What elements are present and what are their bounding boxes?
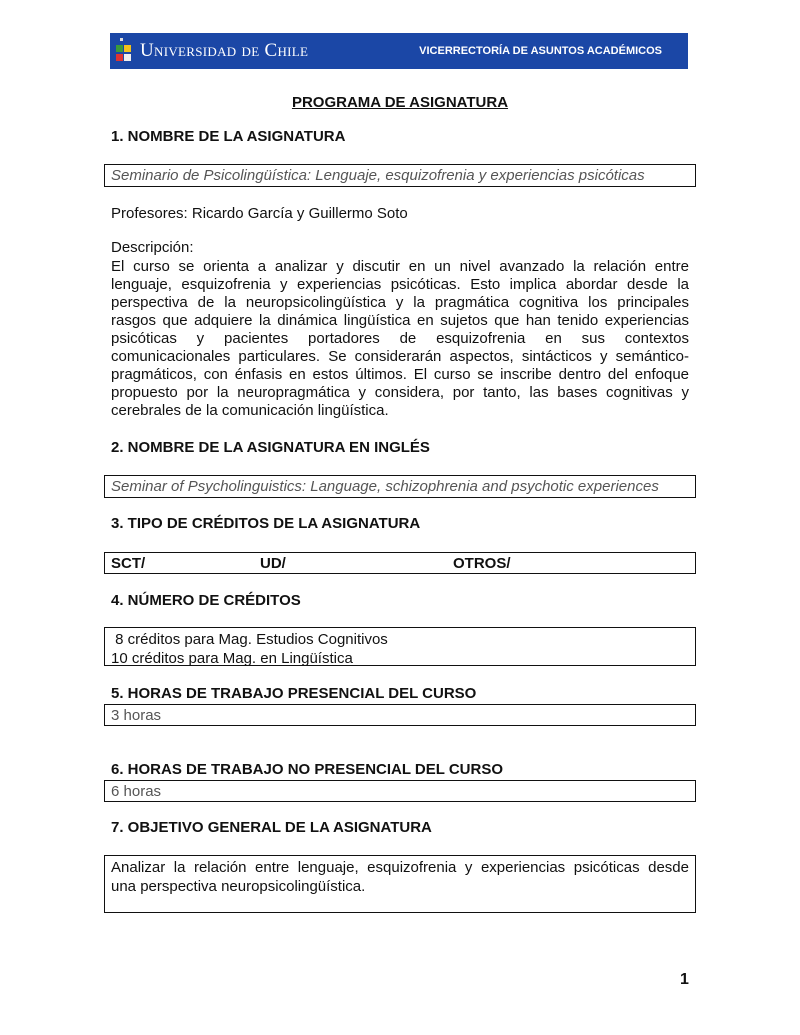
university-logo-icon [116, 38, 132, 64]
header-banner [110, 33, 688, 69]
section-5-heading: 5. HORAS DE TRABAJO PRESENCIAL DEL CURSO [111, 685, 477, 702]
credit-type-box [104, 552, 696, 574]
credits-box [104, 627, 696, 666]
professors: Profesores: Ricardo García y Guillermo Soto [111, 205, 408, 222]
course-name-box: Seminario de Psicolingüística: Lenguaje, esquizofrenia y experiencias psicóticas [104, 164, 696, 187]
section-1-heading: 1. NOMBRE DE LA ASIGNATURA [111, 128, 346, 145]
credit-type-sct: SCT/ [111, 555, 146, 572]
section-3-heading: 3. TIPO DE CRÉDITOS DE LA ASIGNATURA [111, 515, 421, 532]
credits-line: 8 créditos para Mag. Estudios Cognitivos [111, 631, 388, 648]
description-text [111, 258, 689, 420]
objective-line: una perspectiva neuropsicolingüística. [111, 878, 366, 895]
description-line: psicóticas y pacientes portadores de esquizofrenia en sus contextos [111, 330, 689, 347]
description-line: perspectiva de la neuropsicolingüística y la pragmática cognitiva los principales [111, 294, 689, 311]
non-presential-hours-box: 6 horas [104, 780, 696, 802]
description-label: Descripción: [111, 239, 194, 256]
section-6-heading: 6. HORAS DE TRABAJO NO PRESENCIAL DEL CURSO [111, 761, 503, 778]
description-line: cerebrales de la comunicación lingüística. [111, 402, 389, 419]
page-number: 1 [680, 971, 689, 988]
objective-box [104, 855, 696, 913]
presential-hours-box: 3 horas [104, 704, 696, 726]
objective-line: Analizar la relación entre lenguaje, esquizofrenia y experiencias psicóticas desde [111, 859, 689, 876]
description-line: rasgos que adquiere la dinámica lingüística en sujetos que han tenido experiencias [111, 312, 689, 329]
credits-line: 10 créditos para Mag. en Lingüística [111, 650, 353, 667]
page-title: PROGRAMA DE ASIGNATURA [291, 94, 509, 111]
description-line: lenguaje, esquizofrenia y experiencias psicóticas. Esto implica abordar desde la [111, 276, 689, 293]
description-line: pragmáticos, con énfasis en estos últimos. El curso se inscribe dentro del enfoque [111, 366, 689, 383]
english-name-box: Seminar of Psycholinguistics: Language, schizophrenia and psychotic experiences [104, 475, 696, 498]
description-line: El curso se orienta a analizar y discutir en un nivel avanzado la relación entre [111, 258, 689, 275]
description-line: comunicacionales particulares. Se considerarán aspectos, sintácticos y semántico- [111, 348, 689, 365]
university-name: Universidad de Chile [140, 40, 309, 61]
credit-type-ud: UD/ [260, 555, 286, 572]
section-2-heading: 2. NOMBRE DE LA ASIGNATURA EN INGLÉS [111, 439, 430, 456]
section-7-heading: 7. OBJETIVO GENERAL DE LA ASIGNATURA [111, 819, 432, 836]
description-line: propuesto por la neuropragmática y considera, por tanto, las bases cognitivas y [111, 384, 689, 401]
credit-type-otros: OTROS/ [453, 555, 511, 572]
section-4-heading: 4. NÚMERO DE CRÉDITOS [111, 592, 301, 609]
unit-name: VICERRECTORÍA DE ASUNTOS ACADÉMICOS [419, 45, 662, 57]
